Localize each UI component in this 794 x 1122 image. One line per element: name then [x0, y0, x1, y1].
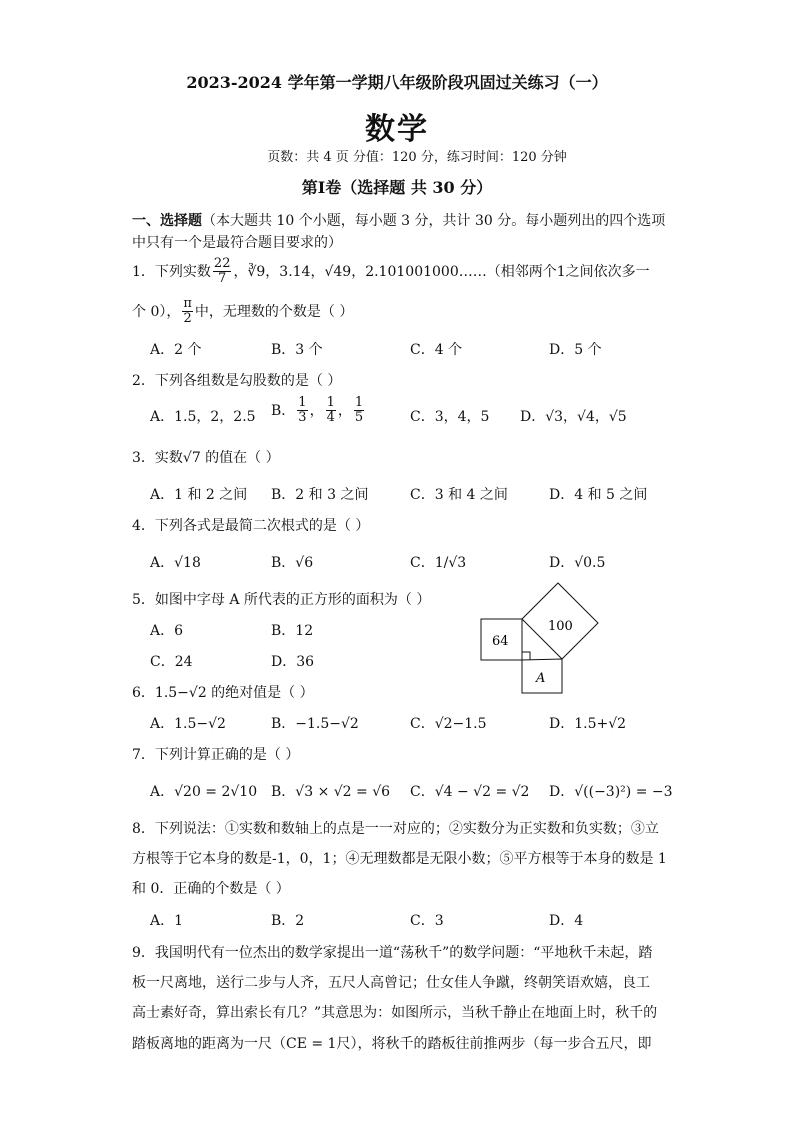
q3-option-c[interactable]: C．3 和 4 之间: [410, 487, 508, 503]
q2-option-c[interactable]: C．3，4，5: [410, 409, 490, 425]
q1-frac-num: 22: [213, 256, 231, 271]
q5-option-b[interactable]: B．12: [271, 623, 314, 639]
q8-option-c[interactable]: C．3: [410, 913, 444, 929]
q1-pi-fraction: [182, 297, 193, 327]
volume-title: 第Ⅰ卷（选择题 共 30 分）: [301, 178, 493, 197]
q1-text-3: 个 0），: [132, 303, 181, 320]
q4-option-a[interactable]: A．√18: [150, 555, 201, 571]
q1-option-a[interactable]: A．2 个: [150, 342, 202, 358]
section-desc-line-1: [132, 210, 665, 230]
q3-option-b[interactable]: B．2 和 3 之间: [271, 487, 369, 503]
q4-option-c[interactable]: C．1/√3: [410, 555, 467, 571]
q1-pi-num: π: [183, 296, 192, 311]
q2-option-b-label: B．: [271, 402, 296, 419]
q9-line-4: 踏板离地的距离为一尺（CE = 1尺），将秋千的踏板往前推两步（每一步合五尺，即: [132, 1036, 652, 1052]
q2-frac-1-num: 1: [298, 395, 307, 410]
q2-frac-3-num: 1: [354, 395, 364, 410]
q2-option-b[interactable]: B． $\frac{1}{3}$ ， $\frac{1}{4}$ ， $\frac{1}{5}$: [271, 395, 364, 426]
exam-info: 页数：共 4 页 分值：120 分，练习时间：120 分钟: [267, 150, 567, 165]
q3-stem: 3．实数√7 的值在（ ）: [132, 450, 280, 466]
q7-stem: 7．下列计算正确的是（ ）: [132, 747, 300, 763]
q6-option-d[interactable]: D．1.5+√2: [549, 716, 627, 732]
q5-left-label: 64: [492, 634, 509, 649]
q1-text-2: ，∛9，3.14，√49，2.101001000……（相邻两个1之间依次多一: [233, 263, 650, 280]
q2-option-a[interactable]: A．1.5，2，2.5: [150, 409, 256, 425]
section-desc-line-2: 中只有一个是最符合题目要求的）: [132, 235, 342, 251]
exam-title: 2023-2024 学年第一学期八年级阶段巩固过关练习（一）: [186, 73, 608, 92]
q2-frac-2-den: 4: [326, 410, 335, 426]
q6-option-a[interactable]: A．1.5−√2: [150, 716, 226, 732]
q8-line-2: 方根等于它本身的数是-1，0，1；④无理数都是无限小数；⑤平方根等于本身的数是 1: [132, 851, 667, 867]
q2-frac-3-den: 5: [354, 410, 364, 426]
q1-pi-den: 2: [183, 311, 192, 327]
q1-frac-den: 7: [218, 271, 227, 287]
q7-option-c[interactable]: C．√4 − √2 = √2: [410, 784, 530, 800]
q7-option-b[interactable]: B．√3 × √2 = √6: [271, 784, 391, 800]
q5-option-c[interactable]: C．24: [150, 654, 193, 670]
q1-text: 1．下列实数: [132, 263, 211, 280]
q1-option-c[interactable]: C．4 个: [410, 342, 463, 358]
q5-option-a[interactable]: A．6: [150, 623, 184, 639]
q2-frac-2-num: 1: [326, 395, 335, 410]
q5-right-label: 100: [548, 619, 573, 634]
q1-fraction: [213, 257, 232, 287]
q1-line-2: [132, 297, 353, 327]
q1-option-b[interactable]: B．3 个: [271, 342, 323, 358]
section-desc: （本大题共 10 个小题，每小题 3 分，共计 30 分。每小题列出的四个选项: [202, 213, 666, 229]
q8-line-3: 和 0．正确的个数是（ ）: [132, 881, 290, 897]
q6-option-b[interactable]: B．−1.5−√2: [271, 716, 359, 732]
q2-frac-2: [326, 396, 336, 426]
q8-line-1: 8．下列说法：①实数和数轴上的点是一一对应的；②实数分为正实数和负实数；③立: [132, 821, 659, 837]
q1-line-1: [132, 257, 650, 287]
q7-option-a[interactable]: A．√20 = 2√10: [150, 784, 258, 800]
q4-stem: 4．下列各式是最简二次根式的是（ ）: [132, 518, 370, 534]
q9-line-2: 板一尺离地，送行二步与人齐，五尺人高曾记；仕女佳人争蹴，终朝笑语欢嬉，良工: [132, 975, 650, 991]
q5-right-angle-mark: [522, 652, 530, 660]
q2-frac-1-den: 3: [298, 410, 307, 426]
q9-line-3: 高士素好奇，算出索长有几？”其意思为：如图所示，当秋千静止在地面上时，秋千的: [132, 1005, 658, 1021]
q4-option-d[interactable]: D．√0.5: [549, 555, 606, 571]
q2-stem: 2．下列各组数是勾股数的是（ ）: [132, 373, 342, 389]
q4-option-b[interactable]: B．√6: [271, 555, 314, 571]
q2-frac-1: [297, 396, 307, 426]
q8-option-a[interactable]: A．1: [150, 913, 184, 929]
q2-option-d[interactable]: D．√3，√4，√5: [520, 409, 627, 425]
q3-option-a[interactable]: A．1 和 2 之间: [150, 487, 248, 503]
q2-frac-3: [354, 396, 364, 426]
q6-stem: 6．1.5−√2 的绝对值是（ ）: [132, 685, 314, 701]
q8-option-d[interactable]: D．4: [549, 913, 584, 929]
q7-option-d[interactable]: D．√((−3)²) = −3: [549, 784, 673, 800]
q1-option-d[interactable]: D．5 个: [549, 342, 602, 358]
q5-stem: 5．如图中字母 A 所代表的正方形的面积为（ ）: [132, 592, 431, 608]
q5-figure: [470, 578, 610, 698]
subject-title: 数学: [365, 112, 429, 147]
q3-option-d[interactable]: D．4 和 5 之间: [549, 487, 648, 503]
q1-text-4: 中，无理数的个数是（ ）: [194, 303, 354, 320]
q5-option-d[interactable]: D．36: [271, 654, 315, 670]
q6-option-c[interactable]: C．√2−1.5: [410, 716, 487, 732]
section-label: 一、选择题: [132, 213, 202, 229]
q5-bottom-label: A: [536, 671, 546, 686]
q9-line-1: 9．我国明代有一位杰出的数学家提出一道“荡秋千”的数学问题：“平地秋千未起，踏: [132, 945, 653, 961]
q8-option-b[interactable]: B．2: [271, 913, 305, 929]
